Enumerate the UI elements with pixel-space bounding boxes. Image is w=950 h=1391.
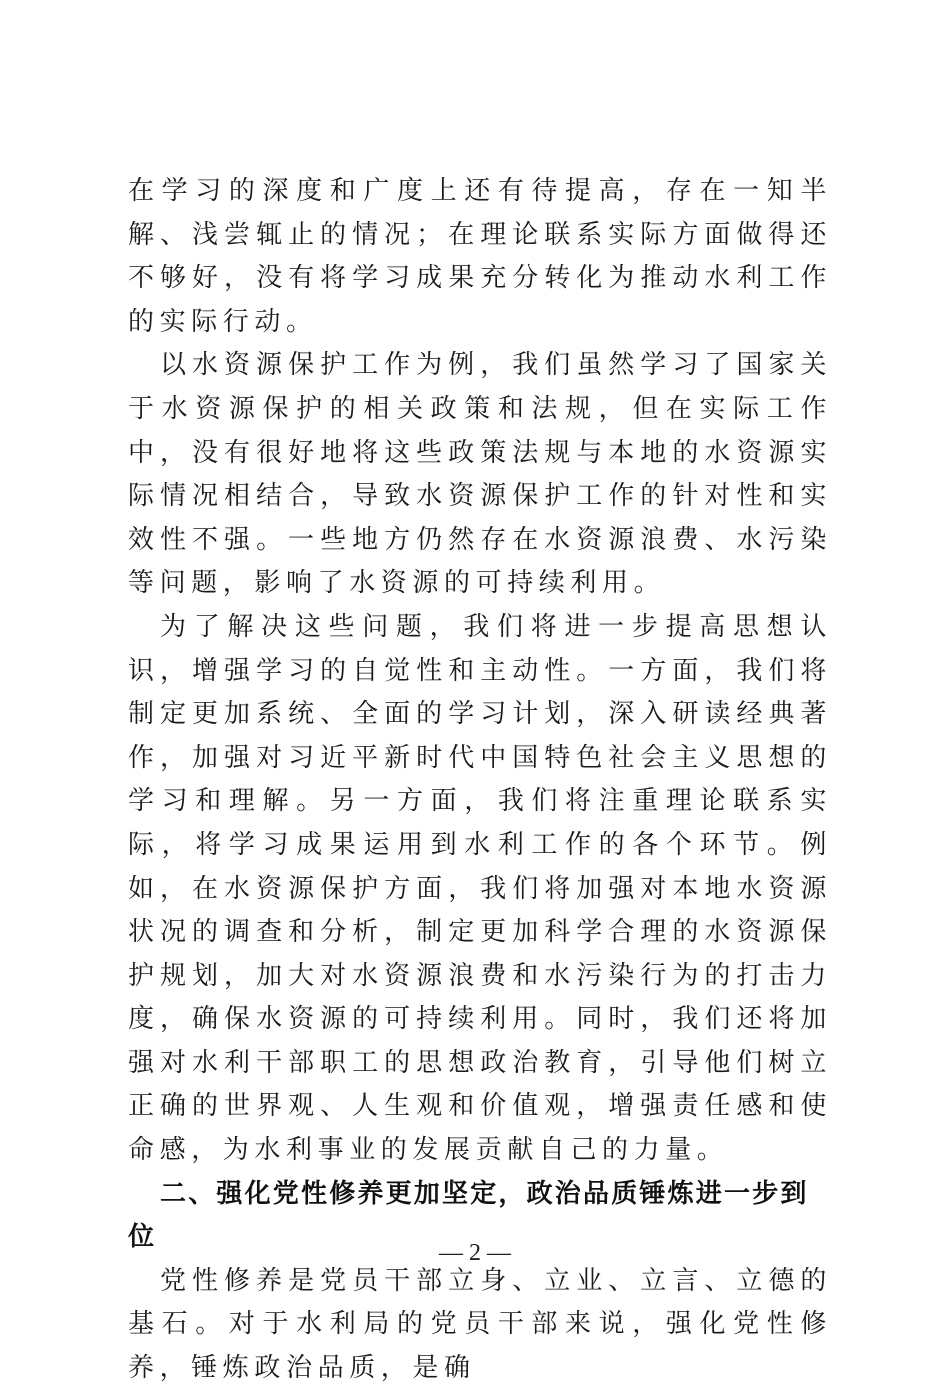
paragraph-party-cultivation: 党性修养是党员干部立身、立业、立言、立德的基石。对于水利局的党员干部来说，强化党性修养，锤炼政治品质，是确 [128, 1265, 832, 1384]
paragraph-continuation: 在学习的深度和广度上还有待提高，存在一知半解、浅尝辄止的情况；在理论联系实际方面做得还不够好，没有将学习成果充分转化为推动水利工作的实际行动。 [128, 176, 832, 337]
paragraph-water-protection-example: 以水资源保护工作为例，我们虽然学习了国家关于水资源保护的相关政策和法规，但在实际工作中，没有很好地将这些政策法规与本地的水资源实际情况相结合，导致水资源保护工作的针对性和实效性不强。一些地方仍然存在水资源浪费、水污染等问题，影响了水资源的可持续利用。 [128, 350, 832, 599]
page-number: — 2 — [439, 1240, 511, 1266]
paragraph-solutions: 为了解决这些问题，我们将进一步提高思想认识，增强学习的自觉性和主动性。一方面，我们将制定更加系统、全面的学习计划，深入研读经典著作，加强对习近平新时代中国特色社会主义思想的学习和理解。另一方面，我们将注重理论联系实际，将学习成果运用到水利工作的各个环节。例如，在水资源保护方面，我们将加强对本地水资源状况的调查和分析，制定更加科学合理的水资源保护规划，加大对水资源浪费和水污染行为的打击力度，确保水资源的可持续利用。同时，我们还将加强对水利干部职工的思想政治教育，引导他们树立正确的世界观、人生观和价值观，增强责任感和使命感，为水利事业的发展贡献自己的力量。 [128, 611, 832, 1166]
section-heading-2: 二、强化党性修养更加坚定，政治品质锤炼进一步到位 [128, 1178, 809, 1253]
document-body [128, 170, 832, 1391]
